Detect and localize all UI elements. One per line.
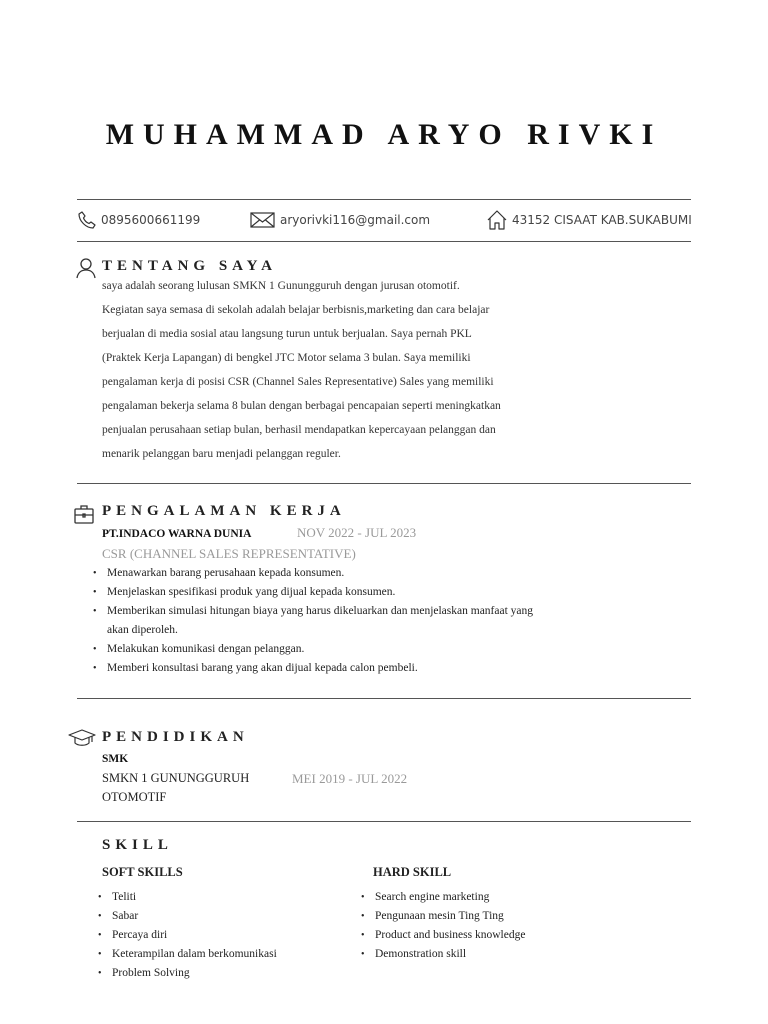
about-line: Kegiatan saya semasa di sekolah adalah belajar berbisnis,marketing dan cara belajar: [102, 304, 490, 316]
graduation-cap-icon: [67, 728, 97, 748]
list-item: • Sabar: [97, 907, 347, 926]
education-period: MEI 2019 - JUL 2022: [292, 771, 408, 786]
list-item: • Menjelaskan spesifikasi produk yang dijual kepada konsumen.: [92, 583, 552, 602]
list-item: • Problem Solving: [97, 964, 347, 983]
about-line: menarik pelanggan baru menjadi pelanggan reguler.: [102, 448, 341, 460]
list-item: • Demonstration skill: [360, 945, 610, 964]
divider: [77, 821, 691, 822]
about-line: penjualan perusahaan setiap bulan, berhasil mendapatkan kepercayaan pelanggan dan: [102, 424, 496, 436]
list-item: • Memberi konsultasi barang yang akan dijual kepada calon pembeli.: [92, 659, 552, 678]
phone-icon: [77, 210, 97, 230]
address-text: 43152 CISAAT KAB.SUKABUMI: [512, 213, 692, 227]
list-item: • Pengunaan mesin Ting Ting: [360, 907, 610, 926]
contact-address: [486, 208, 692, 232]
about-line: pengalaman bekerja selama 8 bulan dengan berbagai pencapaian seperti meningkatkan: [102, 400, 501, 412]
contact-phone: [77, 208, 200, 232]
list-item: • Menawarkan barang perusahaan kepada konsumen.: [92, 564, 552, 583]
about-line: berjualan di media sosial atau langsung turun untuk berjualan. Saya pernah PKL: [102, 328, 472, 340]
about-paragraph: [102, 274, 592, 466]
list-item: • Melakukan komunikasi dengan pelanggan.: [92, 640, 552, 659]
soft-skills-heading: SOFT SKILLS: [102, 865, 183, 879]
list-item: • Product and business knowledge: [360, 926, 610, 945]
education-level: SMK: [102, 753, 129, 765]
education-major: OTOMOTIF: [102, 790, 167, 804]
list-item: • Percaya diri: [97, 926, 347, 945]
section-title-experience: PENGALAMAN KERJA: [102, 503, 346, 519]
list-item: • Memberikan simulasi hitungan biaya yang harus dikeluarkan dan menjelaskan manfaat yang akan diperoleh.: [92, 602, 552, 640]
divider: [77, 483, 691, 484]
person-icon: [75, 257, 97, 279]
list-item: • Search engine marketing: [360, 888, 610, 907]
briefcase-icon: [73, 503, 95, 525]
section-title-skill: SKILL: [102, 837, 173, 853]
house-icon: [486, 209, 508, 231]
about-line: pengalaman kerja di posisi CSR (Channel Sales Representative) Sales yang memiliki: [102, 376, 494, 388]
experience-period: NOV 2022 - JUL 2023: [297, 525, 417, 540]
divider: [77, 698, 691, 699]
section-title-about: TENTANG SAYA: [102, 258, 277, 274]
divider: [77, 199, 691, 200]
email-address: aryorivki116@gmail.com: [280, 213, 431, 227]
phone-number: 0895600661199: [101, 213, 201, 227]
list-item: • Teliti: [97, 888, 347, 907]
contact-email: [250, 208, 430, 232]
envelope-icon: [250, 211, 276, 229]
hard-skills-heading: HARD SKILL: [373, 865, 452, 879]
section-title-education: PENDIDIKAN: [102, 729, 249, 745]
divider: [77, 241, 691, 242]
page-title: MUHAMMAD ARYO RIVKI: [105, 118, 663, 151]
hard-skills-list: [360, 888, 610, 964]
experience-list: [92, 564, 552, 678]
company-name: PT.INDACO WARNA DUNIA: [102, 528, 252, 540]
about-line: (Praktek Kerja Lapangan) di bengkel JTC Motor selama 3 bulan. Saya memiliki: [102, 352, 471, 364]
job-role: CSR (CHANNEL SALES REPRESENTATIVE): [102, 546, 356, 561]
list-item: • Keterampilan dalam berkomunikasi: [97, 945, 347, 964]
school-name: SMKN 1 GUNUNGGURUH: [102, 771, 250, 785]
about-line: saya adalah seorang lulusan SMKN 1 Gunungguruh dengan jurusan otomotif.: [102, 280, 460, 292]
soft-skills-list: [97, 888, 347, 983]
